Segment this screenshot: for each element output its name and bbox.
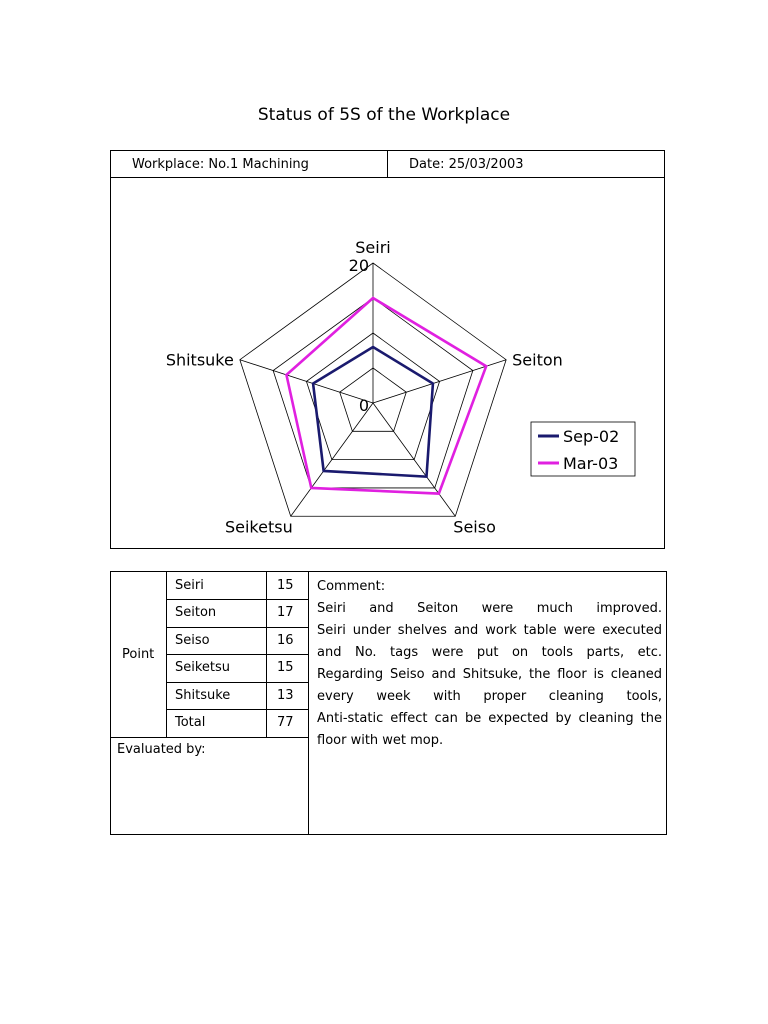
comment-area	[317, 576, 662, 752]
point-name: Seiri	[175, 578, 204, 593]
point-label: Point	[122, 647, 155, 662]
table-hline	[166, 682, 308, 683]
point-value: 15	[277, 578, 294, 593]
comment-line: floor with wet mop.	[317, 733, 444, 748]
point-total-value: 77	[277, 715, 294, 730]
radar-chart	[111, 178, 664, 548]
header-divider	[387, 151, 388, 177]
axis-label: Seiso	[453, 517, 496, 537]
axis-spoke	[240, 360, 373, 403]
table-vline-3	[308, 572, 309, 834]
series-line	[286, 298, 486, 494]
axis-label: Seiketsu	[224, 517, 293, 537]
point-total-label: Total	[175, 715, 206, 730]
point-value: 17	[277, 605, 294, 620]
legend-label: Sep-02	[563, 427, 620, 446]
workplace-label: Workplace: No.1 Machining	[132, 157, 309, 172]
header-box	[110, 150, 665, 178]
date-label: Date: 25/03/2003	[409, 157, 524, 172]
comment-label: Comment:	[317, 579, 386, 594]
comment-line: Seiri and Seiton were much improved.	[317, 601, 662, 616]
point-name: Seiton	[175, 605, 217, 620]
points-comment-table	[110, 571, 667, 835]
axis-label: Seiri	[355, 238, 391, 257]
point-value: 16	[277, 633, 294, 648]
tick-label: 20	[348, 256, 369, 275]
page-title: Status of 5S of the Workplace	[257, 105, 511, 125]
table-hline	[166, 709, 308, 710]
axis-label: Shitsuke	[165, 350, 234, 370]
table-hline	[166, 654, 308, 655]
legend-label: Mar-03	[563, 454, 619, 473]
axis-label: Seiton	[512, 350, 563, 370]
comment-line: Anti-static effect can be expected by cleaning the	[317, 711, 662, 726]
tick-label: 0	[358, 396, 369, 415]
table-hline	[166, 599, 308, 600]
table-hline	[111, 737, 308, 738]
comment-line: and No. tags were put on tools parts, etc.	[317, 645, 662, 660]
comment-line: Regarding Seiso and Shitsuke, the floor is cleaned	[317, 667, 662, 682]
comment-line: every week with proper cleaning tools,	[317, 689, 662, 704]
point-name: Seiketsu	[175, 660, 231, 675]
evaluated-by-label: Evaluated by:	[117, 742, 206, 757]
point-name: Seiso	[175, 633, 210, 648]
point-value: 13	[277, 688, 294, 703]
table-hline	[166, 627, 308, 628]
point-value: 15	[277, 660, 294, 675]
chart-box	[110, 177, 665, 549]
comment-line: Seiri under shelves and work table were executed	[317, 623, 662, 638]
point-name: Shitsuke	[175, 688, 231, 703]
